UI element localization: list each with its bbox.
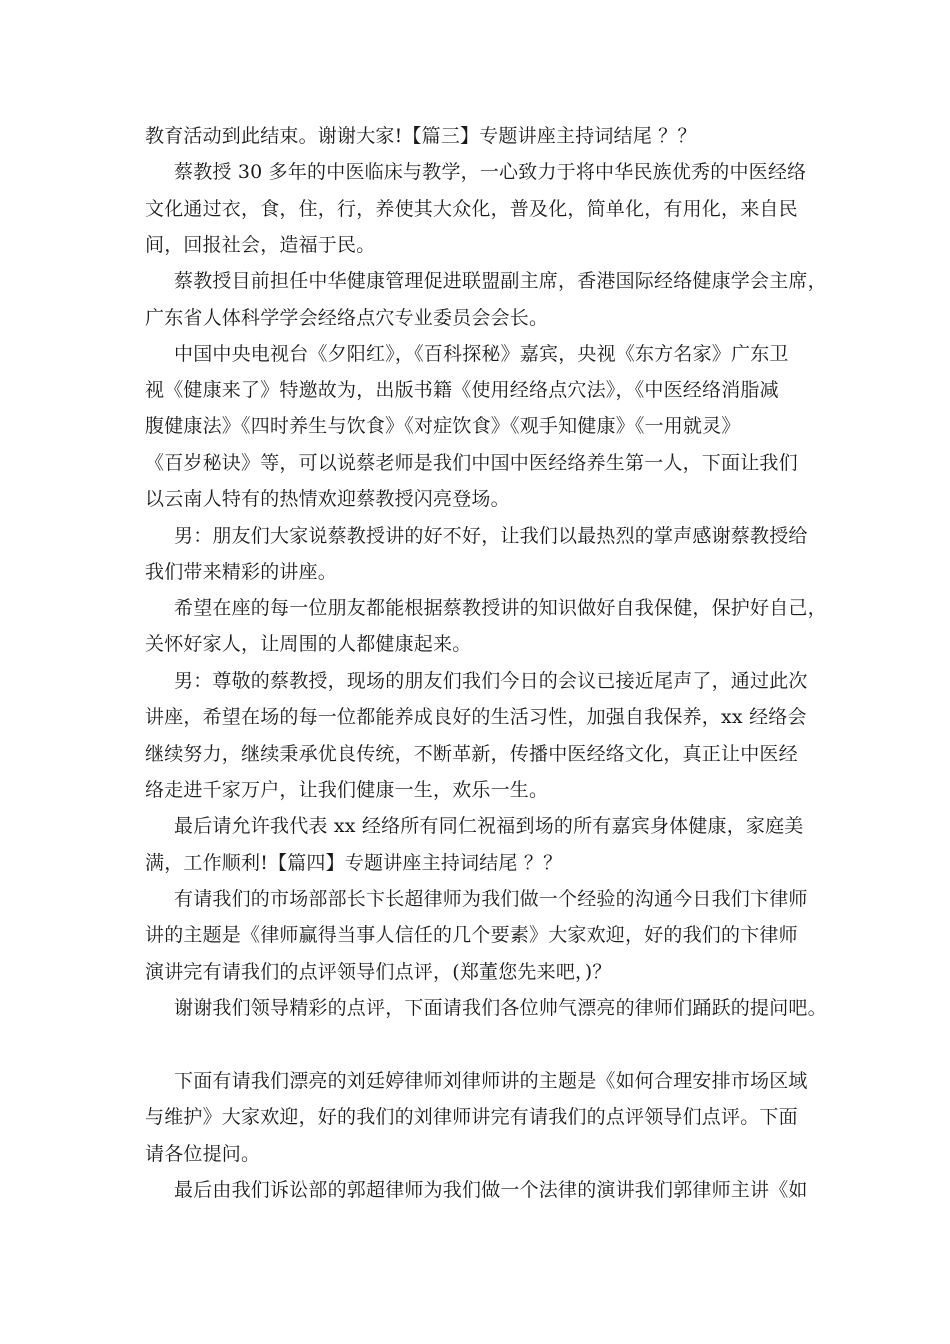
text-line: 络走进千家万户，让我们健康一生，欢乐一生。 — [145, 779, 549, 801]
text-line: 文化通过衣，食，住，行，养使其大众化，普及化，简单化，有用化，来自民 — [145, 198, 798, 220]
text-line: 间，回报社会，造福于民。 — [145, 234, 376, 256]
text-line: 关怀好家人，让周围的人都健康起来。 — [145, 633, 472, 655]
text-line: 蔡教授目前担任中华健康管理促进联盟副主席，香港国际经络健康学会主席， — [174, 270, 827, 292]
text-line: 有请我们的市场部部长卞长超律师为我们做一个经验的沟通今日我们卞律师 — [174, 888, 808, 910]
text-line: 讲座，希望在场的每一位都能养成良好的生活习性，加强自我保养，xx 经络会 — [145, 706, 807, 728]
text-line: 蔡教授 30 多年的中医临床与教学，一心致力于将中华民族优秀的中医经络 — [174, 161, 807, 183]
text-line: 以云南人特有的热情欢迎蔡教授闪亮登场。 — [145, 488, 510, 510]
text-line: 讲的主题是《律师赢得当事人信任的几个要素》大家欢迎，好的我们的卞律师 — [145, 924, 798, 946]
text-line: 满，工作顺利!【篇四】专题讲座主持词结尾 ？？ — [145, 852, 563, 874]
text-line: 中国中央电视台《夕阳红》，《百科探秘》嘉宾，央视《东方名家》广东卫 — [174, 343, 789, 365]
text-line: 最后请允许我代表 xx 经络所有同仁祝福到场的所有嘉宾身体健康，家庭美 — [174, 815, 804, 837]
text-line: 男：朋友们大家说蔡教授讲的好不好，让我们以最热烈的掌声感谢蔡教授给 — [174, 525, 808, 547]
text-line: 希望在座的每一位朋友都能根据蔡教授讲的知识做好自我保健，保护好自己， — [174, 597, 827, 619]
text-line: 最后由我们诉讼部的郭超律师为我们做一个法律的演讲我们郭律师主讲《如 — [174, 1179, 808, 1201]
text-line: 演讲完有请我们的点评领导们点评，(郑董您先来吧，)？ — [145, 961, 612, 983]
text-line: 广东省人体科学学会经络点穴专业委员会会长。 — [145, 307, 549, 329]
text-line: 教育活动到此结束。谢谢大家!【篇三】专题讲座主持词结尾 ？？ — [145, 125, 697, 147]
text-line: 继续努力，继续秉承优良传统，不断革新，传播中医经络文化，真正让中医经 — [145, 743, 798, 765]
text-line: 视《健康来了》特邀故为，出版书籍《使用经络点穴法》，《中医经络消脂减 — [145, 379, 779, 401]
text-line: 腹健康法》《四时养生与饮食》《对症饮食》《观手知健康》《一用就灵》 — [145, 415, 741, 437]
text-line: 男：尊敬的蔡教授，现场的朋友们我们今日的会议已接近尾声了，通过此次 — [174, 670, 808, 692]
text-line: 下面有请我们漂亮的刘廷婷律师刘律师讲的主题是《如何合理安排市场区域 — [174, 1070, 808, 1092]
text-line: 谢谢我们领导精彩的点评，下面请我们各位帅气漂亮的律师们踊跃的提问吧。 — [174, 997, 827, 1019]
text-line: 《百岁秘诀》等，可以说蔡老师是我们中国中医经络养生第一人，下面让我们 — [145, 452, 798, 474]
text-line: 请各位提问。 — [145, 1143, 261, 1165]
text-line: 与维护》大家欢迎，好的我们的刘律师讲完有请我们的点评领导们点评。下面 — [145, 1106, 798, 1128]
text-line: 我们带来精彩的讲座。 — [145, 561, 338, 583]
